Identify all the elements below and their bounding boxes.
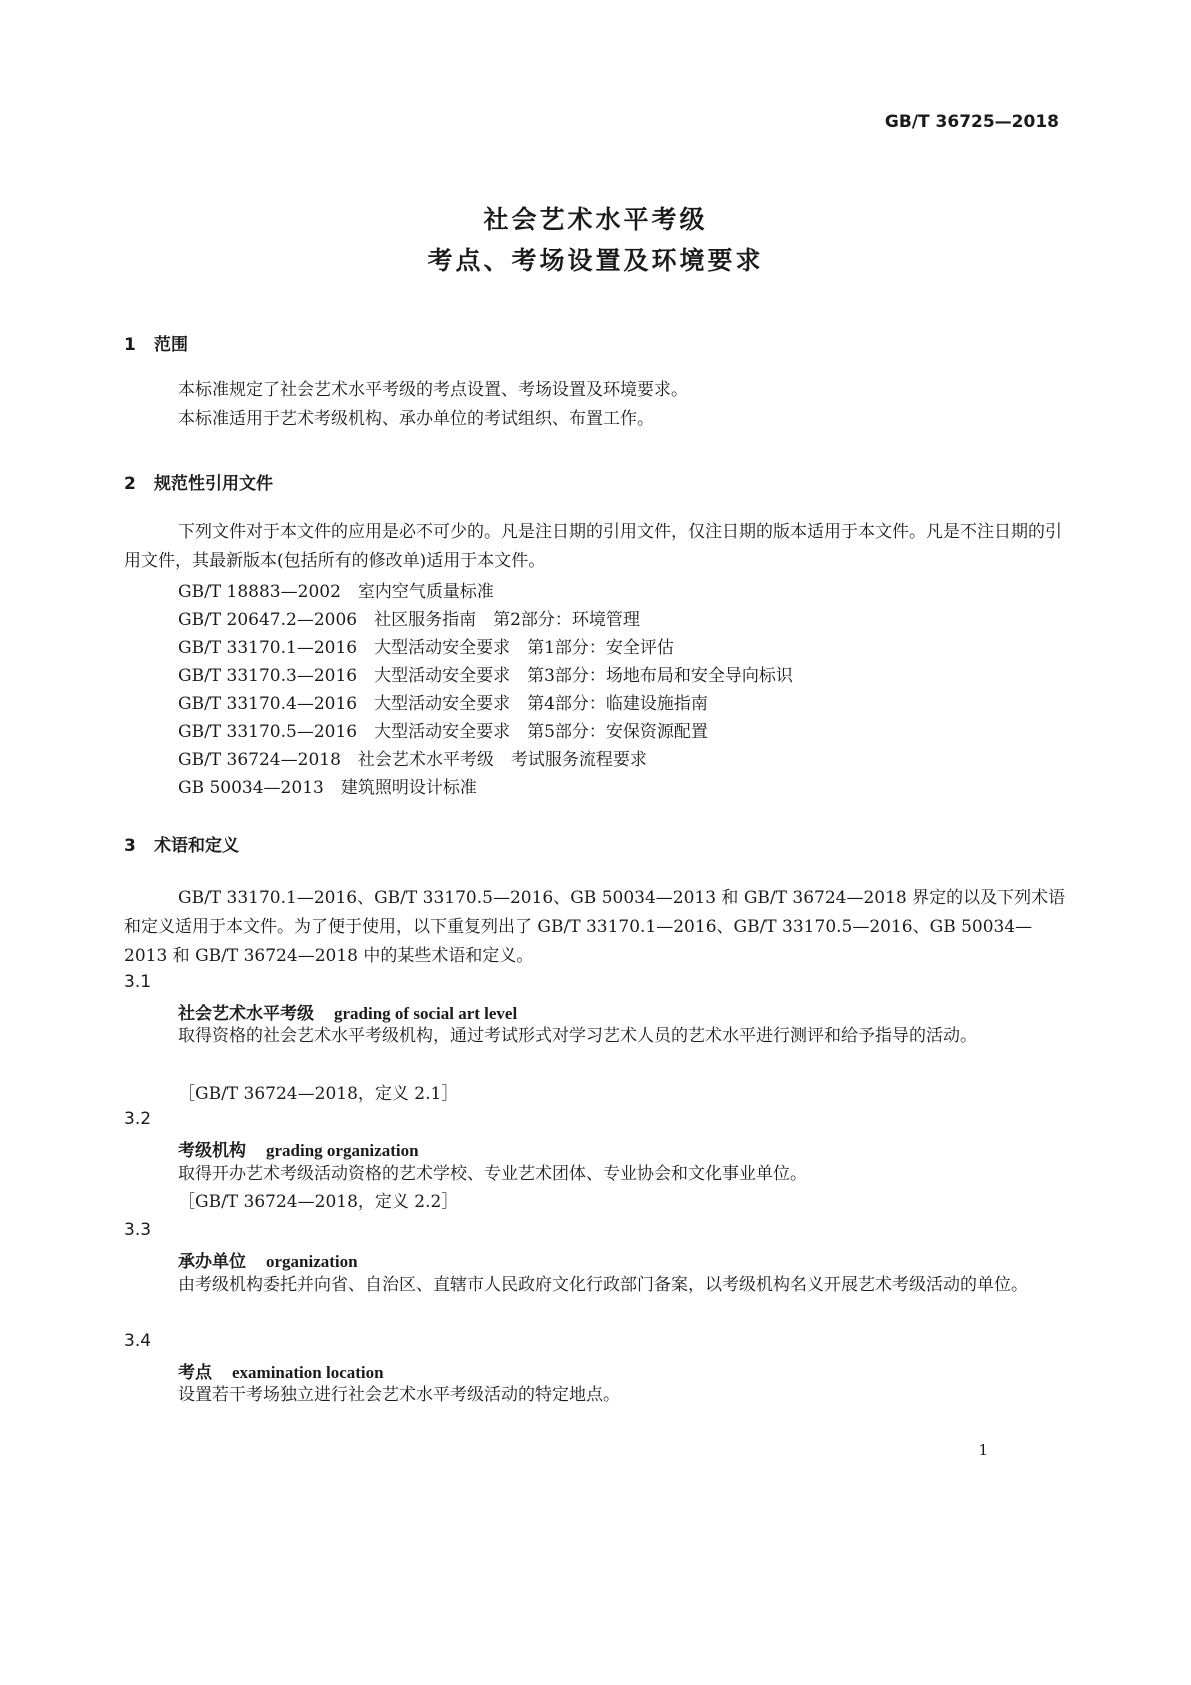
term-title-zh: 考点 [178,1363,212,1383]
section-title: 范围 [154,335,188,355]
section-number: 1 [124,335,136,355]
term-title-en: grading organization [266,1141,419,1160]
section-number: 3 [124,836,136,856]
reference-item: GB/T 20647.2—2006 社区服务指南 第2部分：环境管理 [178,610,640,630]
term-number: 3.2 [124,1109,152,1129]
term-title [178,1358,384,1383]
section-title: 术语和定义 [154,836,239,856]
term-definition: 设置若干考场独立进行社会艺术水平考级活动的特定地点。 [178,1385,620,1405]
term-title-zh: 考级机构 [178,1141,246,1161]
page-title-line1: 社会艺术水平考级 [483,205,708,234]
page-number: 1 [978,1441,988,1459]
scope-paragraph-2: 本标准适用于艺术考级机构、承办单位的考试组织、布置工作。 [178,409,654,429]
term-title-en: examination location [232,1363,384,1382]
term-definition: 取得资格的社会艺术水平考级机构，通过考试形式对学习艺术人员的艺术水平进行测评和给予指导的活动。 [178,1026,977,1046]
section-2-heading [124,469,273,494]
section-3-heading [124,831,239,856]
reference-item: GB/T 36724—2018 社会艺术水平考级 考试服务流程要求 [178,750,647,770]
section-title: 规范性引用文件 [154,474,273,494]
terms-intro: GB/T 33170.1—2016、GB/T 33170.5—2016、GB 50034—2013 和 GB/T 36724—2018 界定的以及下列术语和定义适用于本文件。为了便于使用，以下重复列出了 GB/T 33170.1—2016、GB/T 33170.5—2016、GB 50034—2013 和 GB/T 36724—2018 中的某些术语和定义。 [124,888,1066,966]
reference-item: GB/T 18883—2002 室内空气质量标准 [178,582,494,602]
section-number: 2 [124,474,136,494]
term-title [178,1247,358,1272]
term-title-en: grading of social art level [334,1004,518,1023]
reference-item: GB/T 33170.5—2016 大型活动安全要求 第5部分：安保资源配置 [178,722,708,742]
term-title [178,999,517,1024]
term-title-en: organization [266,1252,358,1271]
term-title [178,1136,419,1161]
scope-paragraph-1: 本标准规定了社会艺术水平考级的考点设置、考场设置及环境要求。 [178,380,688,400]
document-code: GB/T 36725—2018 [884,112,1059,132]
reference-item: GB 50034—2013 建筑照明设计标准 [178,778,477,798]
term-title-zh: 承办单位 [178,1252,246,1272]
term-title-zh: 社会艺术水平考级 [178,1004,314,1024]
term-definition: 取得开办艺术考级活动资格的艺术学校、专业艺术团体、专业协会和文化事业单位。 [178,1164,807,1184]
page-title-line2: 考点、考场设置及环境要求 [427,246,764,275]
reference-item: GB/T 33170.1—2016 大型活动安全要求 第1部分：安全评估 [178,638,674,658]
term-number: 3.4 [124,1331,152,1351]
reference-item: GB/T 33170.3—2016 大型活动安全要求 第3部分：场地布局和安全导向标识 [178,666,793,686]
term-definition: 由考级机构委托并向省、自治区、直辖市人民政府文化行政部门备案，以考级机构名义开展艺术考级活动的单位。 [178,1275,1028,1295]
term-source: ［GB/T 36724—2018，定义 2.1］ [178,1084,459,1104]
term-source: ［GB/T 36724—2018，定义 2.2］ [178,1192,459,1212]
term-number: 3.1 [124,972,152,992]
reference-item: GB/T 33170.4—2016 大型活动安全要求 第4部分：临建设施指南 [178,694,708,714]
section-1-heading [124,330,188,355]
term-number: 3.3 [124,1220,152,1240]
normative-intro: 下列文件对于本文件的应用是必不可少的。凡是注日期的引用文件，仅注日期的版本适用于本文件。凡是不注日期的引用文件，其最新版本(包括所有的修改单)适用于本文件。 [124,522,1062,571]
